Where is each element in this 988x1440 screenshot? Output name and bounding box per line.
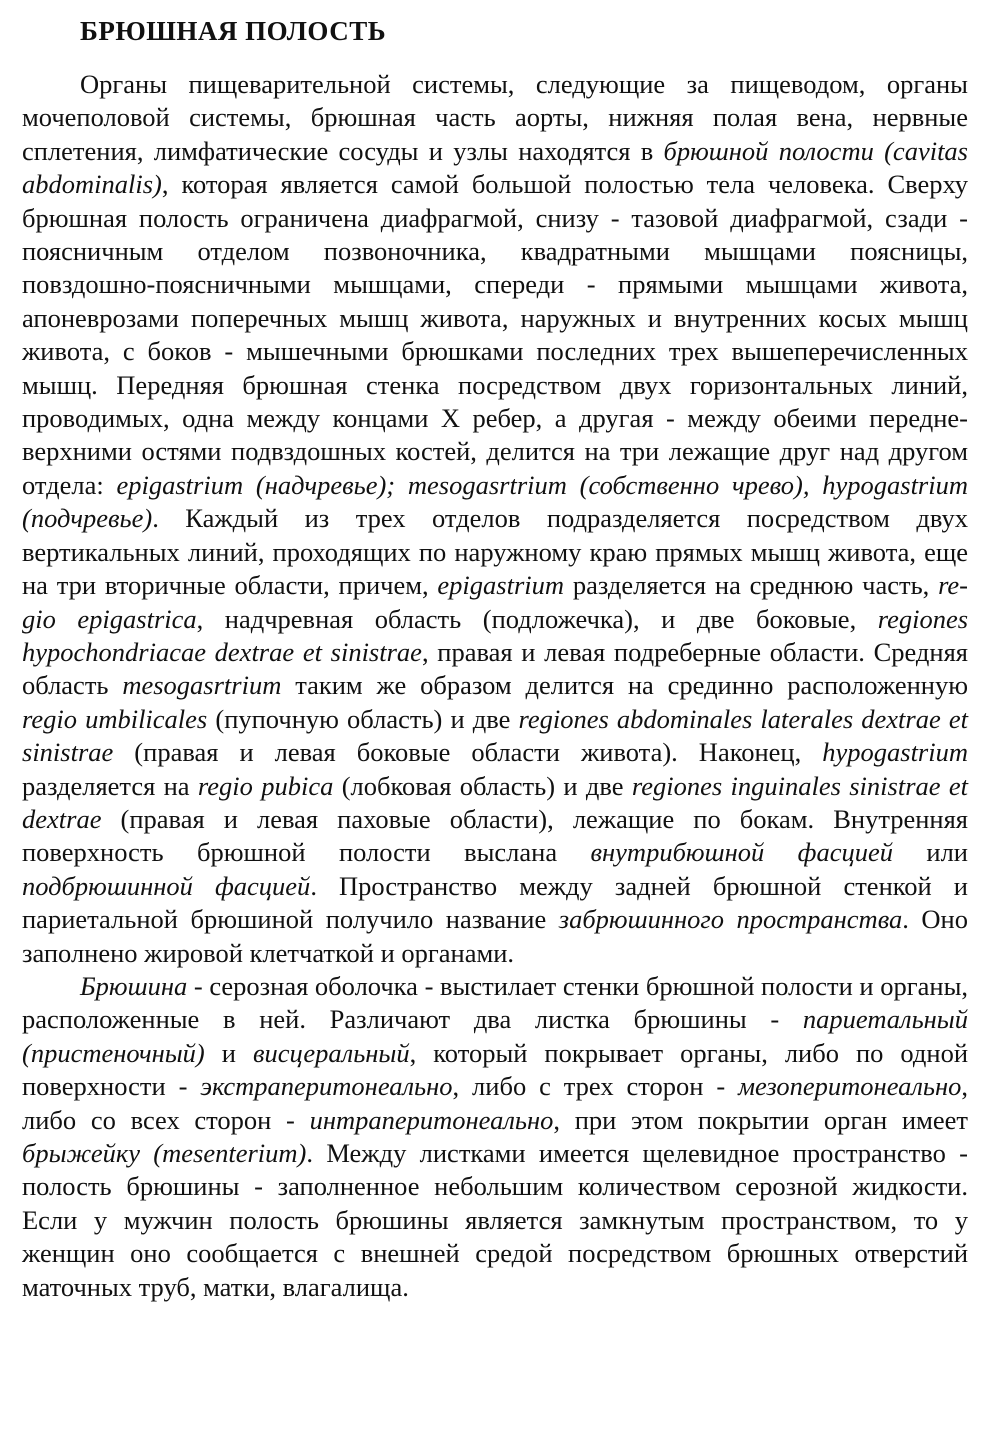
italic-term: внутрибюшной фасцией [590, 837, 893, 868]
text-run: Органы пищеварительной системы, следующие за пищеводом, органы мочеполовой системы, брюшная часть аорты, нижняя полая вена, нервные сплетения, лимфатические сосуды и узлы находятся в [22, 69, 968, 166]
text-run: разделяется на среднюю часть, [564, 570, 939, 601]
text-run: - серозная оболочка - выстилает стенки брюшной полости и органы, расположенные в ней. Различают два листка брюшины - [22, 970, 968, 1035]
italic-term: epigastrium (надчревье); mesogasrtrium (собственно чрево), hypogastrium (подчревье) [22, 469, 968, 534]
italic-term: экстраперитонеально [200, 1071, 453, 1102]
italic-term: regiones inguinales sinistrae et dextrae [22, 770, 968, 834]
document-body [22, 68, 968, 1304]
text-run: , при этом покрытии орган имеет [553, 1104, 968, 1135]
text-run: , правая и левая подреберные области. Средняя область [22, 636, 968, 701]
italic-term: подбрюшинной фасцией [22, 870, 311, 901]
text-run: (пупочную область) и две [207, 703, 519, 734]
text-run: , который покрывает органы, либо по одной поверхности - [22, 1037, 969, 1102]
italic-term: epigastrium [437, 570, 565, 601]
text-run: (лобковая область) и две [333, 770, 632, 801]
italic-term: regio umbilicales [22, 703, 208, 734]
text-run: и [204, 1037, 253, 1068]
text-run: , которая является самой большой полостью тела человека. Сверху брюшная полость ограничена диафрагмой, снизу - тазовой диафрагмой, сзади - поясничным отделом позвоночника, квадратными мышцами поясницы, повздошно-поясничными мышцами, спереди - прямыми мышцами живота, апоневрозами поперечных мышц живота, наружных и внутренних косых мышц живота, с боков - мышечными брюшками последних трех вышеперечисленных мышц. Передняя брюшная стенка посредством двух горизонтальных линий, проводимых, одна между концами X ребер, а другая - между обеими передне-верхними остями подвздошных костей, делится на три лежащие друг над другом отдела: [22, 169, 968, 500]
text-run: (правая и левая паховые области), лежащие по бокам. Внутренняя поверхность брюшной полости выслана [22, 803, 968, 868]
text-run: разделяется на [22, 770, 198, 801]
italic-term: брыжейку (mesenterium) [22, 1138, 307, 1168]
italic-term: mesogasrtrium [122, 670, 282, 701]
italic-term: мезоперитонеально [738, 1071, 962, 1102]
italic-term: париетальный (пристеночный) [22, 1004, 968, 1068]
text-run: , надчревная область (подложечка), и две боковые, [196, 603, 878, 634]
italic-term: забрюшинного пространства [558, 904, 903, 935]
italic-term: regio epigastrica [22, 570, 968, 634]
paragraph [22, 970, 968, 1304]
italic-term: брюшной полости (cavitas abdominalis) [22, 135, 968, 200]
italic-term: regio pubica [197, 770, 334, 801]
text-run: . Пространство между задней брюшной стенкой и париетальной брюшиной получило название [22, 870, 968, 935]
paragraph [22, 68, 968, 970]
text-run: , либо с трех сторон - [452, 1071, 739, 1102]
text-run: . Между листками имеется щелевидное пространство - полость брюшины - заполненное небольшим количеством серозной жидкости. Если у мужчин полость брюшины является замкнутым пространством, то у женщин оно сообщается с внешней средой посредством брюшных отверстий маточных труб, матки, влагалища. [22, 1138, 968, 1302]
text-run: . Оно заполнено жировой клетчаткой и органами. [22, 904, 968, 968]
section-heading: БРЮШНАЯ ПОЛОСТЬ [80, 16, 387, 46]
italic-term: Брюшина [80, 970, 188, 1001]
italic-term: regiones hypochondriacae dextrae et sinistrae [22, 603, 969, 667]
italic-term: висцеральный [252, 1037, 410, 1068]
italic-term: hypogastrium [822, 737, 968, 768]
text-run: или [892, 837, 968, 868]
italic-term: интраперитонеально [309, 1104, 554, 1135]
italic-term: regiones abdominales laterales dextrae et sinistrae [22, 703, 968, 768]
text-run: . Каждый из трех отделов подразделяется посредством двух вертикальных линий, проходящих по наружному краю прямых мышц живота, еще на три вторичные области, причем, [22, 503, 968, 601]
text-run: , либо со всех сторон - [22, 1071, 968, 1135]
text-run: (правая и левая боковые области живота). Наконец, [113, 737, 823, 768]
text-run: таким же образом делится на срединно расположенную [281, 670, 968, 701]
